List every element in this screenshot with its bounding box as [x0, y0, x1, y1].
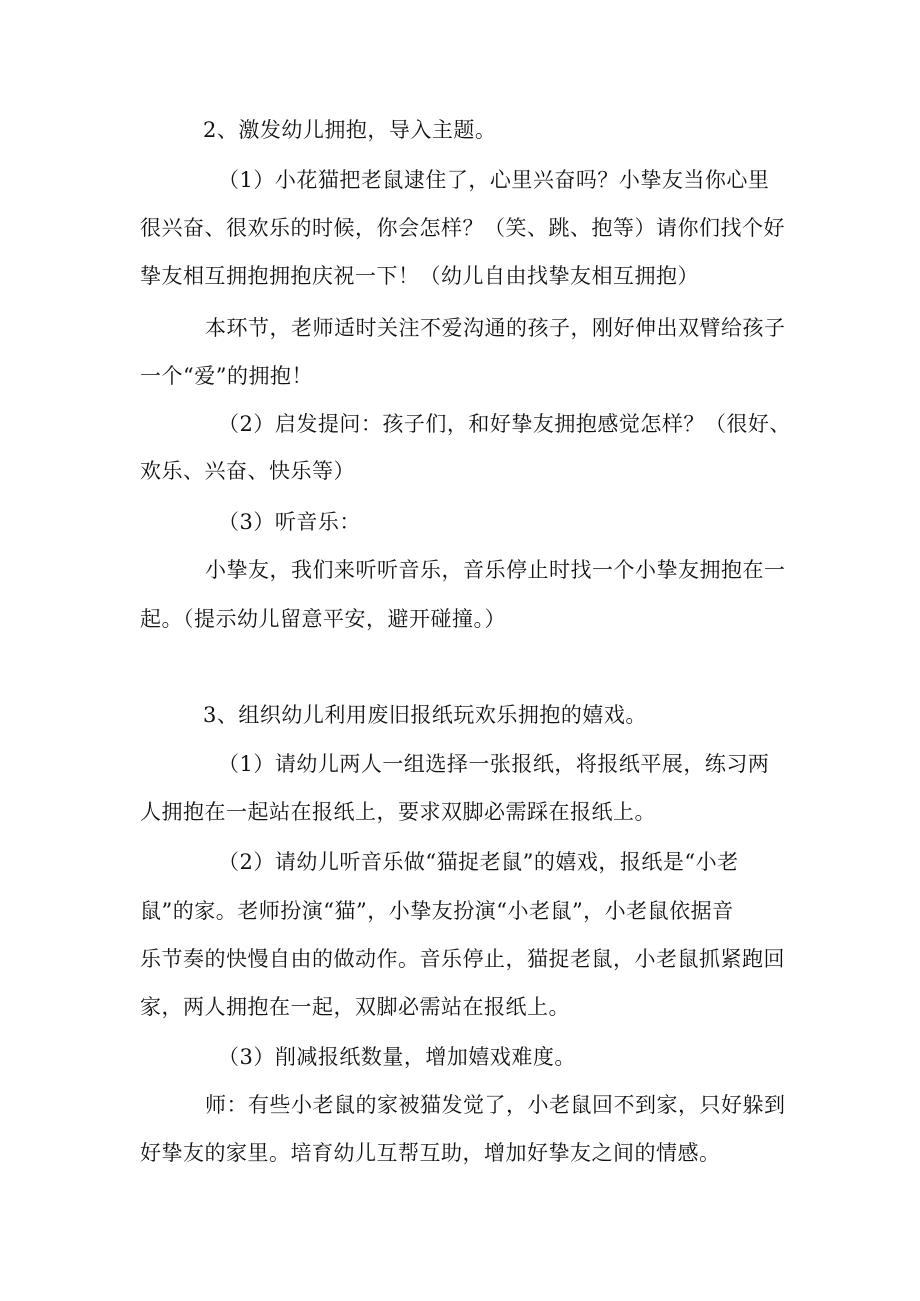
- paragraph-line: （2）启发提问：孩子们，和好挚友拥抱感觉怎样？（很好、: [218, 412, 791, 436]
- paragraph-line: 好挚友的家里。培育幼儿互帮互助，增加好挚友之间的情感。: [140, 1141, 721, 1165]
- paragraph-line: 很兴奋、很欢乐的时候，你会怎样？（笑、跳、抱等）请你们找个好: [140, 216, 785, 240]
- paragraph-line: （3）削减报纸数量，增加嬉戏难度。: [218, 1045, 576, 1069]
- paragraph-line: 人拥抱在一起站在报纸上，要求双脚必需踩在报纸上。: [140, 800, 656, 824]
- paragraph-line: 家，两人拥抱在一起，双脚必需站在报纸上。: [140, 995, 570, 1019]
- paragraph-line: （1）小花猫把老鼠逮住了，心里兴奋吗？小挚友当你心里: [218, 168, 770, 192]
- paragraph-line: 一个“爱”的拥抱！: [140, 364, 313, 388]
- section-heading-3: 3、组织幼儿利用废旧报纸玩欢乐拥抱的嬉戏。: [203, 703, 647, 727]
- paragraph-line: 师：有些小老鼠的家被猫发觉了，小老鼠回不到家，只好躲到: [205, 1093, 786, 1117]
- paragraph-line: 小挚友，我们来听听音乐，音乐停止时找一个小挚友拥抱在一: [205, 558, 786, 582]
- paragraph-line: 鼠”的家。老师扮演“猫”，小挚友扮演“小老鼠”，小老鼠依据音: [140, 899, 734, 923]
- paragraph-line: 挚友相互拥抱拥抱庆祝一下！（幼儿自由找挚友相互拥抱）: [140, 264, 699, 288]
- paragraph-line: 本环节，老师适时关注不爱沟通的孩子，刚好伸出双臂给孩子: [205, 316, 786, 340]
- section-heading-2: 2、激发幼儿拥抱，导入主题。: [203, 118, 497, 142]
- paragraph-line: （3）听音乐：: [218, 510, 361, 534]
- paragraph-line: 起。（提示幼儿留意平安，避开碰撞。）: [140, 607, 506, 631]
- paragraph-line: （2）请幼儿听音乐做“猫捉老鼠”的嬉戏，报纸是“小老: [218, 850, 739, 874]
- paragraph-line: （1）请幼儿两人一组选择一张报纸，将报纸平展，练习两: [218, 752, 770, 776]
- paragraph-line: 欢乐、兴奋、快乐等）: [140, 459, 355, 483]
- paragraph-line: 乐节奏的快慢自由的做动作。音乐停止，猫捉老鼠，小老鼠抓紧跑回: [140, 947, 785, 971]
